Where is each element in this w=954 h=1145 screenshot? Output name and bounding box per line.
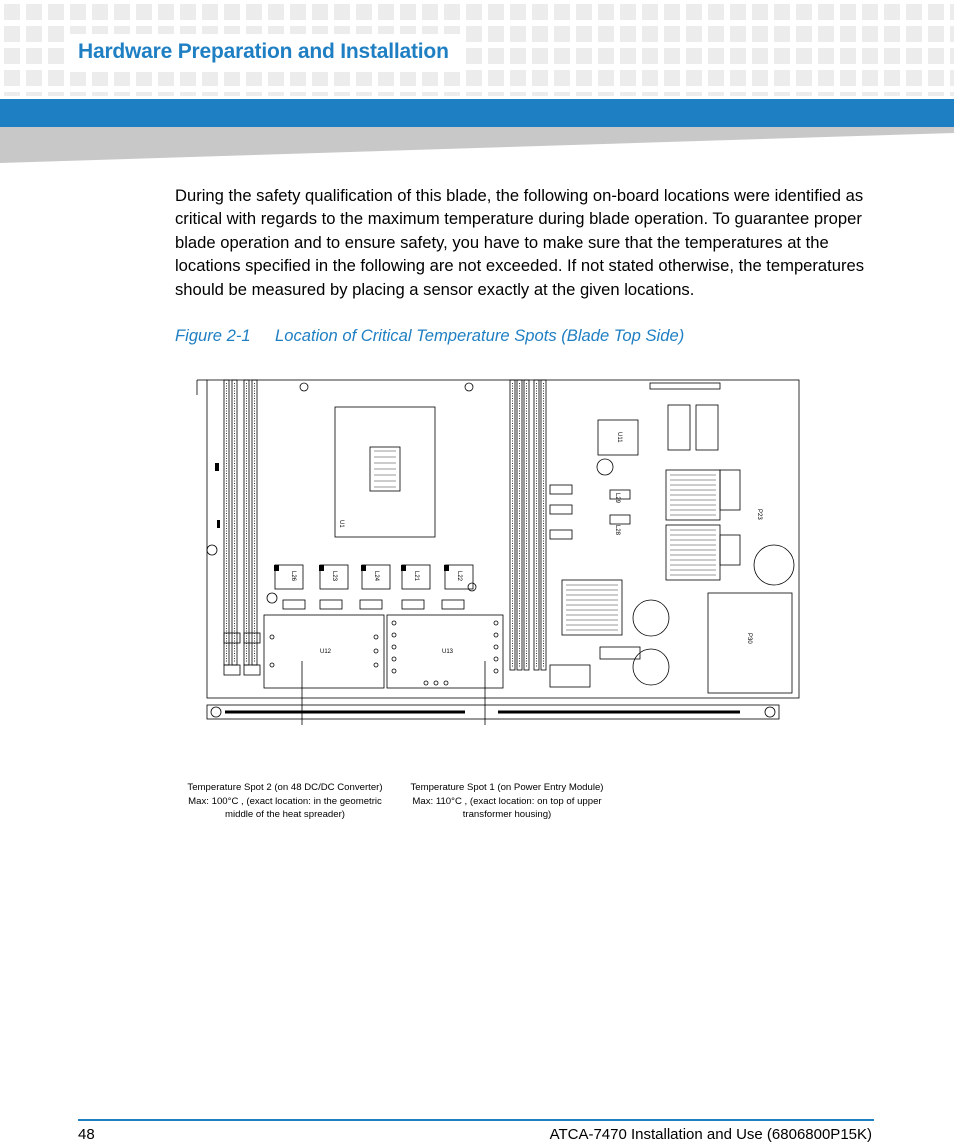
- page-number: 48: [78, 1126, 95, 1143]
- intro-paragraph: During the safety qualification of this blade, the following on-board locations were identified as critical with regards to the maximum temperature during blade operation. To guarantee proper blade operation and to ensure safety, you have to make sure that the temperatures at the locations specified in the following are not exceeded. If not stated otherwise, the temperatures should be measured by placing a sensor exactly at the given locations.: [175, 186, 865, 299]
- callout-spot-2-line3: middle of the heat spreader): [225, 809, 345, 821]
- label-l28: L28: [614, 525, 620, 536]
- label-l23: L23: [331, 571, 337, 582]
- left-dimm-sockets: [224, 380, 257, 665]
- page-title: Hardware Preparation and Installation: [78, 40, 449, 63]
- figure-number: Figure 2-1: [175, 326, 251, 345]
- footer-rule: [78, 1119, 874, 1121]
- cpu-socket: [207, 383, 476, 591]
- callout-spot-2-line1: Temperature Spot 2 (on 48 DC/DC Converter): [187, 782, 383, 793]
- label-u1: U1: [338, 520, 344, 528]
- callout-spot-1-line3: transformer housing): [462, 809, 552, 821]
- capacitors: [597, 459, 794, 685]
- callout-spot-2-line2: Max: 100°C , (exact location: in the geometric: [188, 795, 382, 807]
- callout-spot-1: [396, 781, 618, 822]
- label-l24: L24: [373, 571, 379, 582]
- figure-title: Location of Critical Temperature Spots (Blade Top Side): [275, 326, 685, 345]
- label-l26: L26: [290, 571, 296, 582]
- callout-spot-1-line1: Temperature Spot 1 (on Power Entry Module): [410, 782, 604, 793]
- figure-caption: [175, 326, 684, 346]
- callout-spot-2: [176, 781, 394, 822]
- label-u13: U13: [442, 649, 454, 655]
- label-l29: L29: [614, 493, 620, 504]
- small-components: [267, 593, 464, 609]
- label-u11: U11: [616, 432, 622, 443]
- header-grey-wedge: [0, 127, 954, 163]
- label-l22: L22: [456, 571, 462, 582]
- label-l21: L21: [413, 571, 419, 582]
- right-dimm-sockets: [510, 380, 546, 670]
- callout-spot-1-line2: Max: 110°C , (exact location: on top of upper: [412, 795, 602, 807]
- document-title: ATCA-7470 Installation and Use (6806800P15K): [549, 1126, 872, 1143]
- heatsinks: [562, 470, 720, 635]
- label-p30: P30: [746, 633, 752, 644]
- board-diagram: [180, 375, 810, 725]
- label-u12: U12: [320, 649, 332, 655]
- label-p23: P23: [756, 509, 762, 520]
- misc-parts: [224, 383, 740, 687]
- header-blue-band: [0, 99, 954, 127]
